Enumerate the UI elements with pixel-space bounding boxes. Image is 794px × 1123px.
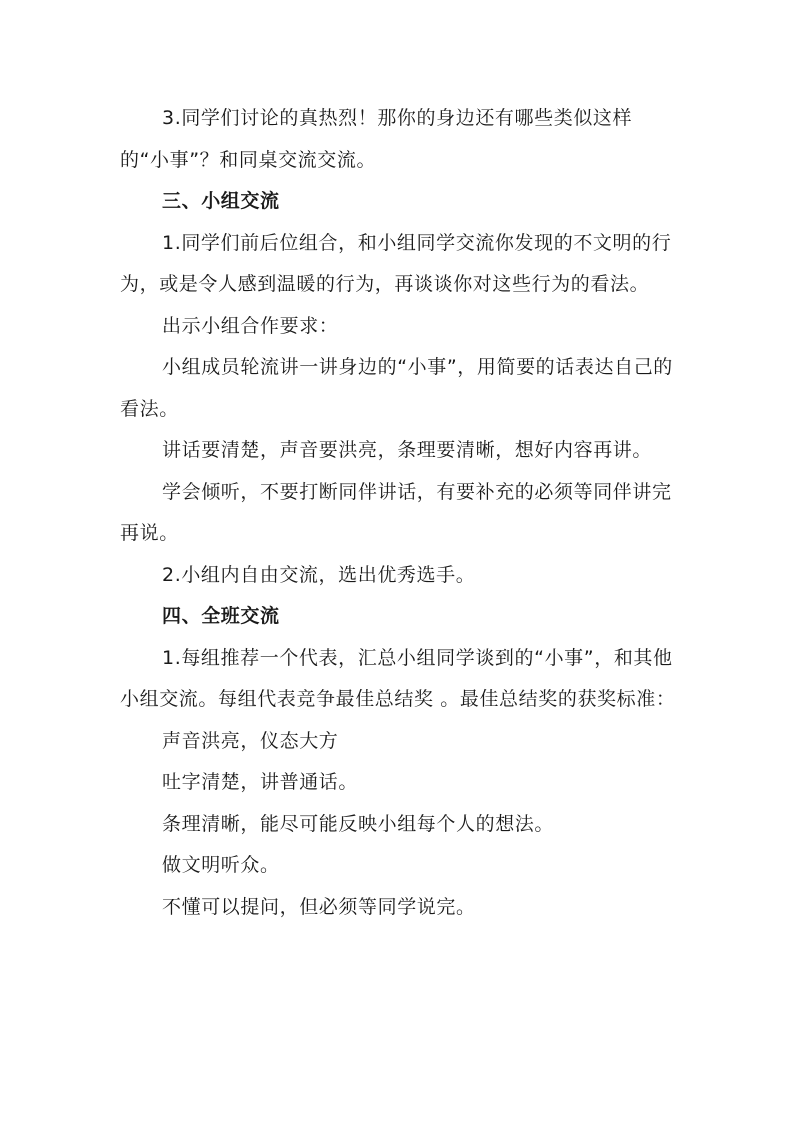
paragraph-free-exchange: 2.小组内自由交流，选出优秀选手。: [162, 563, 476, 586]
paragraph-criterion-4: 做文明听众。: [162, 854, 280, 876]
paragraph-representative: 1.每组推荐一个代表，汇总小组同学谈到的“小事”，和其他小组交流。每组代表竞争最佳总结奖 。最佳总结奖的获奖标准：: [120, 646, 676, 710]
paragraph-group-task: 1.同学们前后位组合，和小组同学交流你发现的不文明的行为，或是令人感到温暖的行为，再谈谈你对这些行为的看法。: [120, 231, 672, 295]
paragraph-requirement-2: 讲话要清楚，声音要洪亮，条理要清晰，想好内容再讲。: [162, 439, 653, 461]
paragraph-discussion-prompt: 3.同学们讨论的真热烈！那你的身边还有哪些类似这样的“小事”？和同桌交流交流。: [120, 107, 633, 171]
section-heading-group-exchange: 三、小组交流: [162, 190, 280, 212]
section-heading-class-exchange: 四、全班交流: [162, 605, 280, 627]
paragraph-requirements-intro: 出示小组合作要求：: [162, 314, 339, 337]
paragraph-criterion-5: 不懂可以提问，但必须等同学说完。: [162, 895, 476, 918]
paragraph-criterion-3: 条理清晰，能尽可能反映小组每个人的想法。: [162, 812, 555, 835]
document-body: [120, 98, 676, 928]
paragraph-requirement-1: 小组成员轮流讲一讲身边的“小事”，用简要的话表达自己的看法。: [120, 356, 673, 420]
paragraph-criterion-1: 声音洪亮，仪态大方: [162, 729, 339, 752]
paragraph-criterion-2: 吐字清楚，讲普通话。: [162, 771, 359, 793]
paragraph-requirement-3: 学会倾听，不要打断同伴讲话，有要补充的必须等同伴讲完再说。: [120, 480, 672, 544]
